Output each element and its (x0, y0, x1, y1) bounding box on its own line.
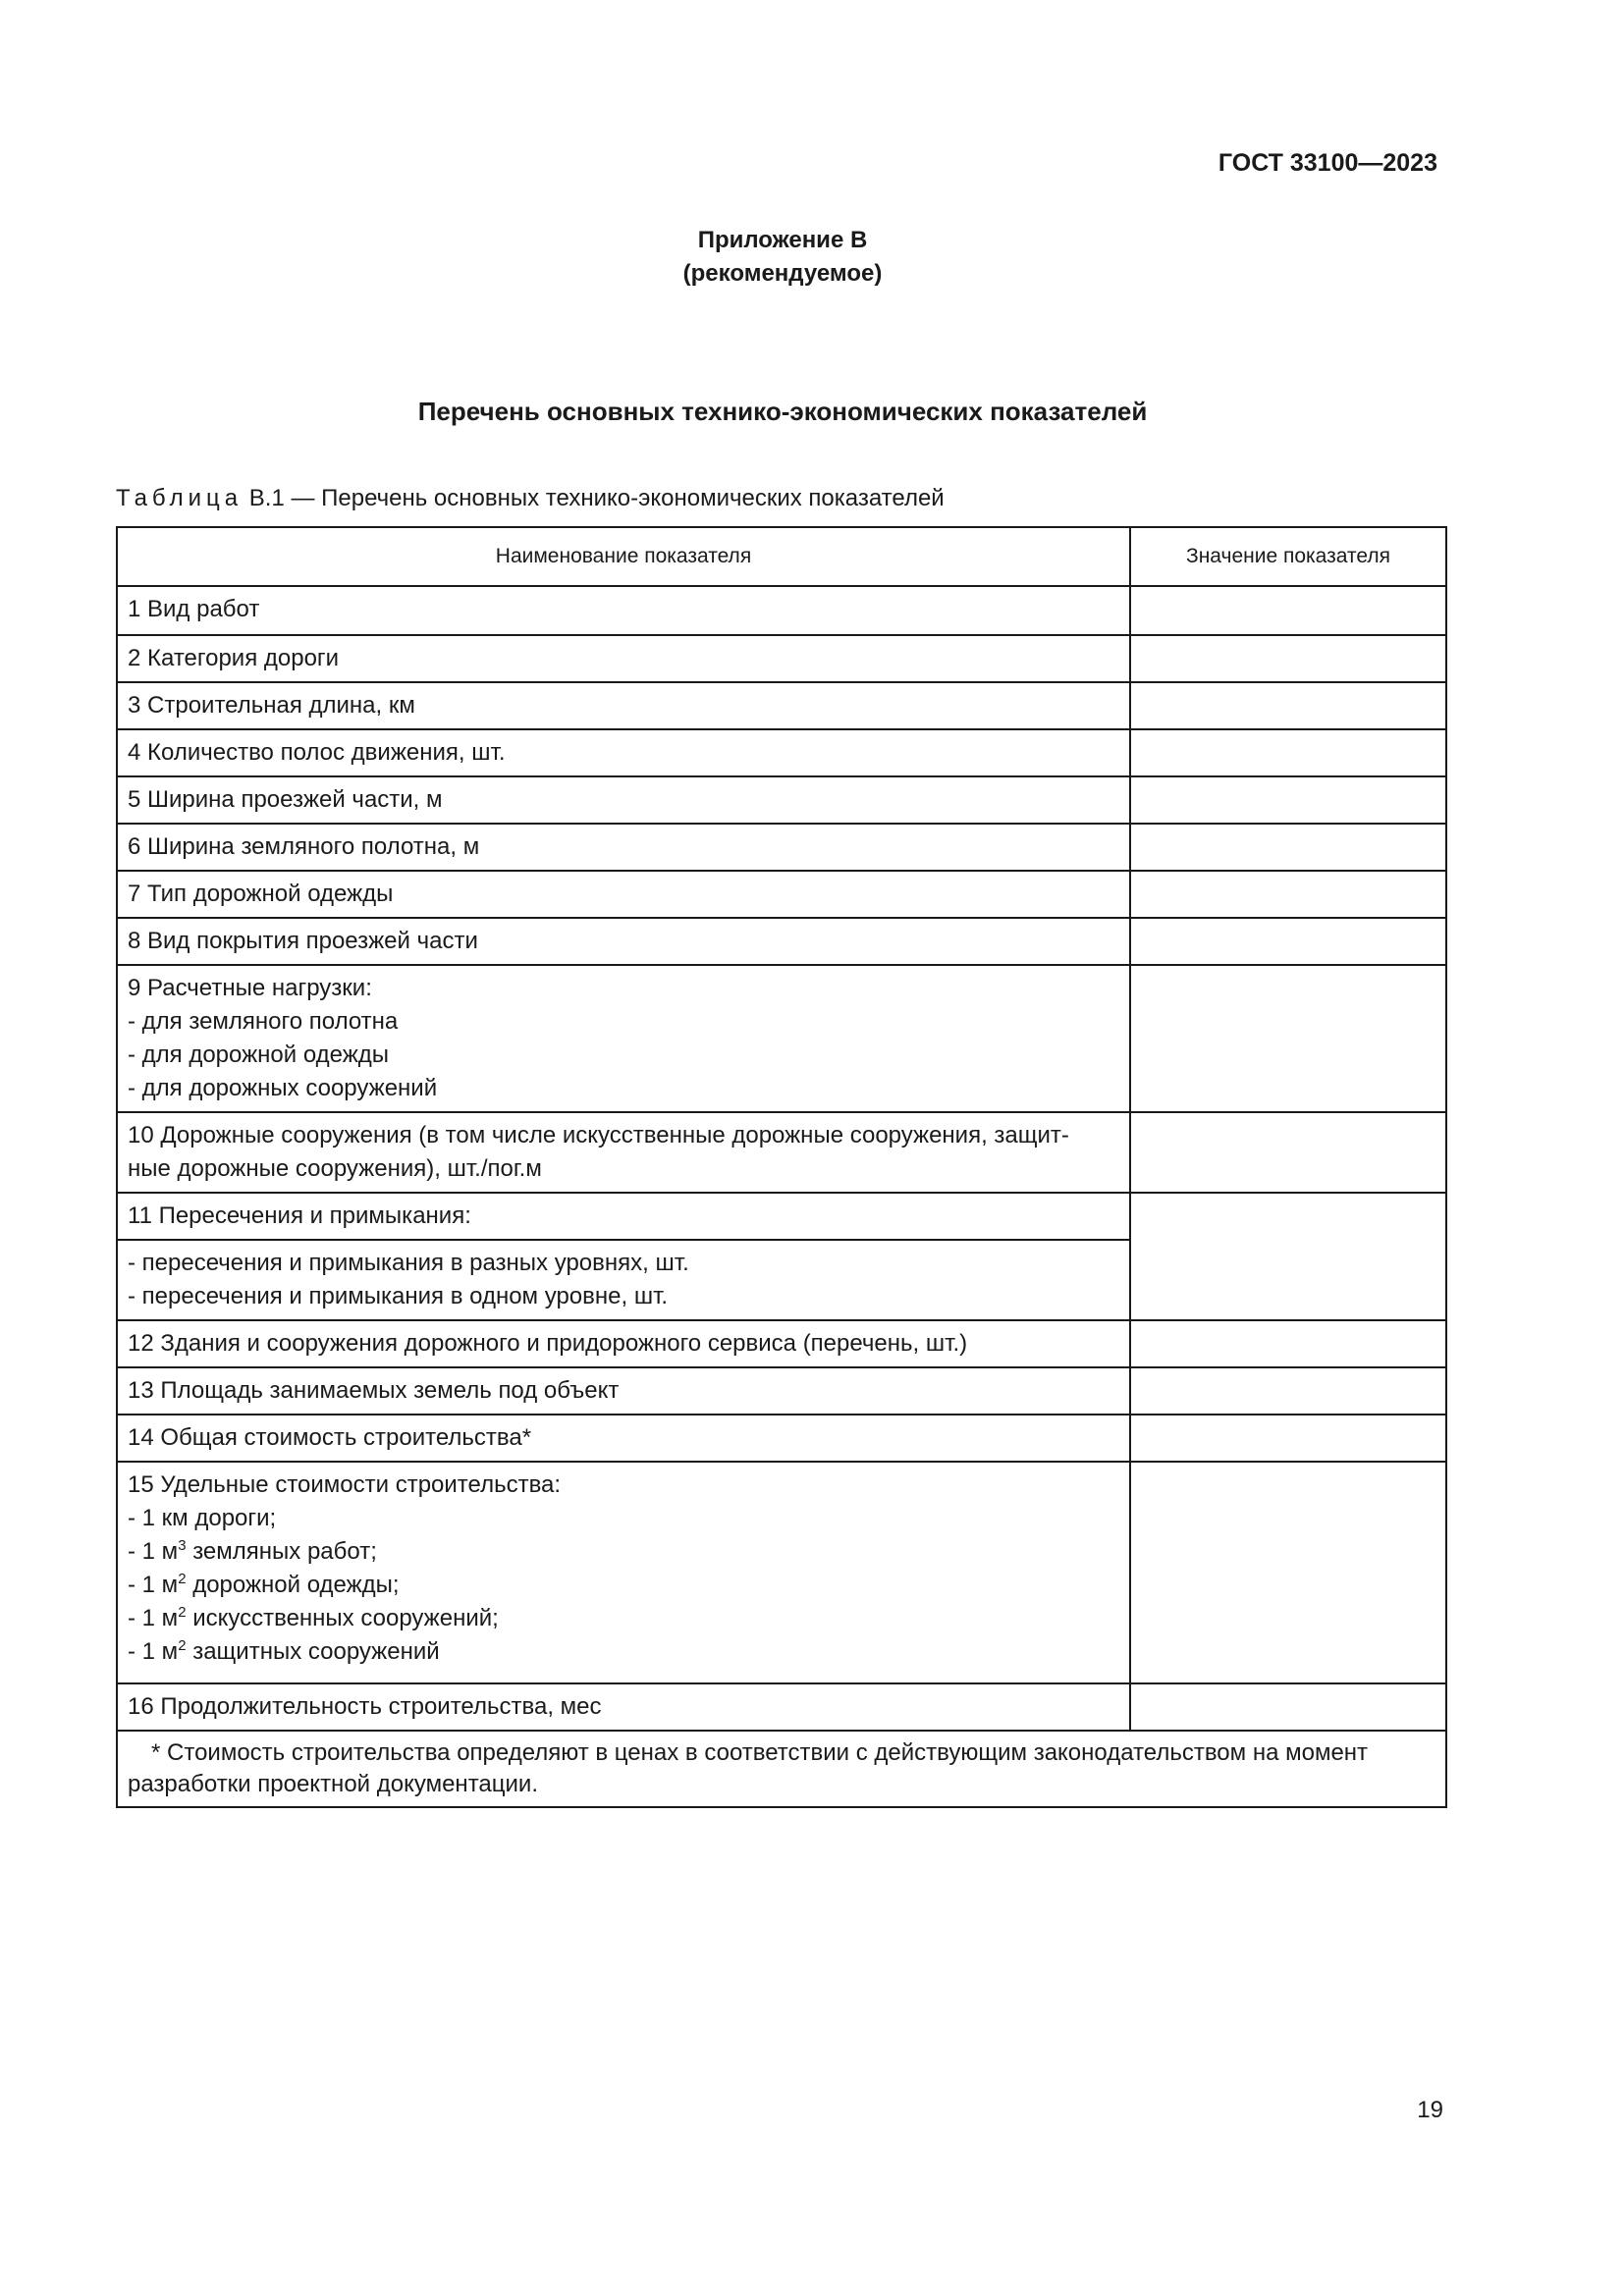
indicator-name: 13 Площадь занимаемых земель под объект (117, 1367, 1130, 1415)
indicator-name: 8 Вид покрытия проезжей части (117, 918, 1130, 965)
page-number: 19 (1417, 2097, 1443, 2123)
indicators-table (116, 526, 1447, 1808)
indicator-line: - для дорожной одежды (128, 1041, 390, 1068)
indicator-line: ные дорожные сооружения), шт./пог.м (128, 1155, 542, 1182)
table-row (117, 965, 1446, 1112)
indicator-name: 3 Строительная длина, км (117, 682, 1130, 729)
indicator-value (1130, 635, 1446, 682)
indicator-value (1130, 1415, 1446, 1462)
unit-suffix: искусственных сооружений; (186, 1605, 499, 1631)
indicator-name (117, 965, 1130, 1112)
indicator-name (117, 1462, 1130, 1683)
indicator-name (117, 1112, 1130, 1193)
table-caption-text: В.1 — Перечень основных технико-экономических показателей (248, 485, 945, 511)
table-row (117, 871, 1446, 918)
indicator-value (1130, 824, 1446, 871)
indicator-value (1130, 776, 1446, 824)
indicator-line: - пересечения и примыкания в одном уровне, шт. (128, 1283, 669, 1309)
table-caption (116, 485, 945, 512)
table-row (117, 1367, 1446, 1415)
indicator-value (1130, 1320, 1446, 1367)
table-header-row (117, 527, 1446, 586)
unit-exponent: 2 (178, 1571, 187, 1587)
table-row (117, 729, 1446, 776)
table-row (117, 1112, 1446, 1193)
unit-suffix: земляных работ; (186, 1538, 377, 1565)
indicator-value (1130, 1367, 1446, 1415)
indicator-line (128, 1635, 1119, 1669)
appendix-title: Приложение В (697, 227, 868, 253)
table-row (117, 776, 1446, 824)
standard-code: ГОСТ 33100—2023 (1218, 149, 1437, 177)
indicator-name: 16 Продолжительность строительства, мес (117, 1683, 1130, 1731)
appendix-block (0, 224, 1565, 291)
indicator-value (1130, 1683, 1446, 1731)
table-row (117, 682, 1446, 729)
unit-prefix: - 1 м (128, 1605, 179, 1631)
indicator-value (1130, 965, 1446, 1112)
indicator-line: - пересечения и примыкания в разных уровнях, шт. (128, 1250, 689, 1276)
unit-prefix: - 1 м (128, 1572, 179, 1598)
indicator-line: - 1 км дороги; (128, 1505, 277, 1531)
indicator-line (128, 1569, 1119, 1602)
column-header-value: Значение показателя (1130, 527, 1446, 586)
indicator-name: 1 Вид работ (117, 586, 1130, 635)
table-row (117, 1193, 1446, 1240)
indicator-name: 4 Количество полос движения, шт. (117, 729, 1130, 776)
indicator-name: 5 Ширина проезжей части, м (117, 776, 1130, 824)
unit-prefix: - 1 м (128, 1538, 179, 1565)
indicator-line: 10 Дорожные сооружения (в том числе искусственные дорожные сооружения, защит- (128, 1122, 1069, 1148)
table-row (117, 1462, 1446, 1683)
table-footnote (117, 1731, 1446, 1807)
footnote-text: * Стоимость строительства определяют в ценах в соответствии с действующим законодательством на момент разработки проектной документации. (128, 1739, 1369, 1797)
indicator-line (128, 1602, 1119, 1635)
indicator-line: - для дорожных сооружений (128, 1075, 438, 1101)
table-caption-word: Таблица (116, 485, 244, 511)
column-header-name: Наименование показателя (117, 527, 1130, 586)
indicator-name: 14 Общая стоимость строительства* (117, 1415, 1130, 1462)
unit-suffix: защитных сооружений (186, 1638, 440, 1665)
indicator-name: 6 Ширина земляного полотна, м (117, 824, 1130, 871)
table-footnote-row (117, 1731, 1446, 1807)
indicator-name: 12 Здания и сооружения дорожного и придорожного сервиса (перечень, шт.) (117, 1320, 1130, 1367)
unit-exponent: 2 (178, 1637, 187, 1654)
indicator-name (117, 1240, 1130, 1320)
indicator-value (1130, 586, 1446, 635)
table-row (117, 1683, 1446, 1731)
table-row (117, 586, 1446, 635)
indicator-line: - для земляного полотна (128, 1008, 399, 1035)
indicator-name: 2 Категория дороги (117, 635, 1130, 682)
indicator-value (1130, 918, 1446, 965)
unit-exponent: 2 (178, 1604, 187, 1621)
unit-suffix: дорожной одежды; (186, 1572, 400, 1598)
indicator-line: 9 Расчетные нагрузки: (128, 975, 372, 1001)
indicator-name: 7 Тип дорожной одежды (117, 871, 1130, 918)
indicator-value (1130, 1112, 1446, 1193)
indicator-value (1130, 1193, 1446, 1320)
table-row (117, 1415, 1446, 1462)
unit-prefix: - 1 м (128, 1638, 179, 1665)
indicator-value (1130, 682, 1446, 729)
unit-exponent: 3 (178, 1537, 187, 1554)
indicator-line: 15 Удельные стоимости строительства: (128, 1471, 562, 1498)
table-row (117, 918, 1446, 965)
table-row (117, 824, 1446, 871)
indicator-name: 11 Пересечения и примыкания: (117, 1193, 1130, 1240)
indicator-line (128, 1535, 1119, 1569)
indicator-value (1130, 729, 1446, 776)
indicator-value (1130, 871, 1446, 918)
section-heading: Перечень основных технико-экономических показателей (417, 397, 1148, 426)
table-row (117, 635, 1446, 682)
appendix-status: (рекомендуемое) (682, 260, 883, 287)
table-row (117, 1320, 1446, 1367)
indicator-value (1130, 1462, 1446, 1683)
